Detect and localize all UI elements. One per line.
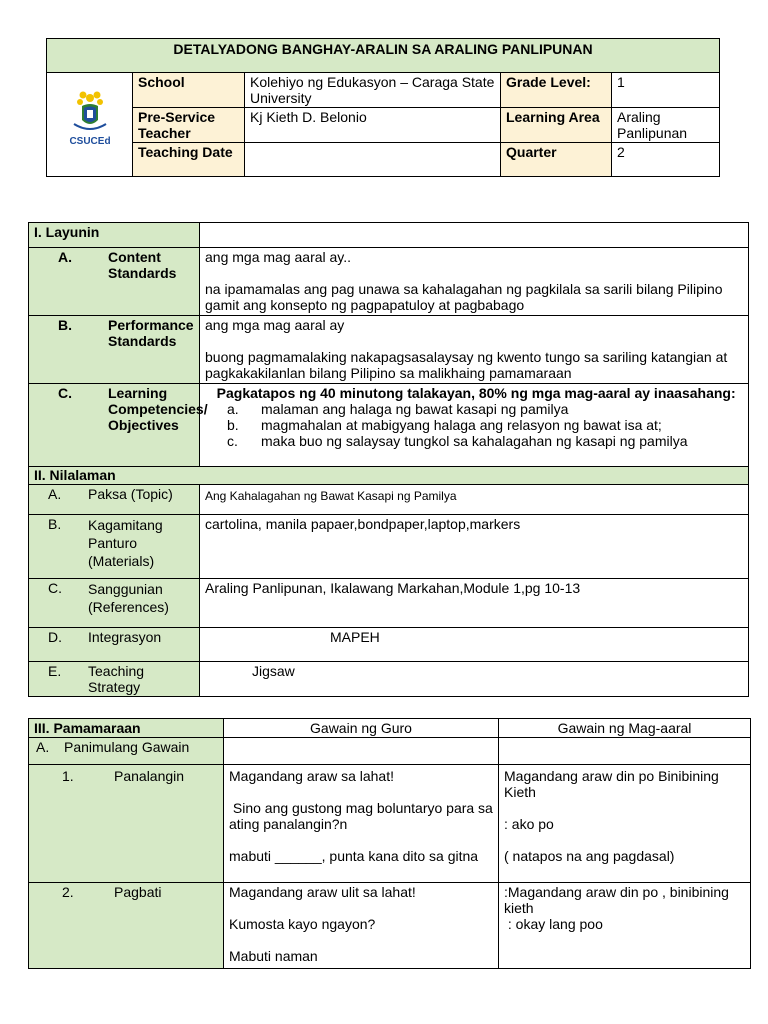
integration-value: MAPEH <box>200 628 749 662</box>
objectives-content-table <box>28 222 749 697</box>
school-label: School <box>133 73 245 108</box>
procedure-table <box>28 718 751 969</box>
competencies-value: Pagkatapos ng 40 minutong talakayan, 80% ng mga mag-aaral ay inaasahang: a. malaman ang halaga ng bawat kasapi ng pamilya b. magmahalan at mabigyang halaga ang relasyon ng bawat isa at; c. maka buo ng salaysay tungkol sa kahalagahan ng kasapi ng pamilya <box>200 384 749 467</box>
content-standards-value: ang mga mag aaral ay.. na ipamamalas ang pag unawa sa kahalagahan ng pagkilala sa sarili bilang Pilipino gamit ang konsepto ng pagpapatuloy at pagbabago <box>200 248 749 316</box>
grade-label: Grade Level: <box>501 73 612 108</box>
references-label: C. Sanggunian (References) <box>29 579 200 628</box>
layunin-title: I. Layunin <box>29 223 200 248</box>
strategy-label: E. Teaching Strategy <box>29 662 200 697</box>
strategy-value: Jigsaw <box>200 662 749 697</box>
student-column-header: Gawain ng Mag-aaral <box>499 719 751 738</box>
prayer-label: 1. Panalangin <box>29 765 224 883</box>
competencies-label: C. Learning Competencies/ Objectives <box>29 384 200 467</box>
date-label: Teaching Date <box>133 143 245 177</box>
performance-standards-label: B. Performance Standards <box>29 316 200 384</box>
greeting-label: 2. Pagbati <box>29 883 224 969</box>
school-value: Kolehiyo ng Edukasyon – Caraga State University <box>245 73 501 108</box>
list-item: a. malaman ang halaga ng bawat kasapi ng pamilya <box>227 401 569 417</box>
quarter-value: 2 <box>612 143 720 177</box>
logo-cell <box>47 73 133 177</box>
teacher-label: Pre-Service Teacher <box>133 108 245 143</box>
materials-label: B. Kagamitang Panturo (Materials) <box>29 515 200 579</box>
list-item: b. magmahalan at mabigyang halaga ang relasyon ng bawat isa at; <box>227 417 662 433</box>
references-value: Araling Panlipunan, Ikalawang Markahan,Module 1,pg 10-13 <box>200 579 749 628</box>
integration-label: D. Integrasyon <box>29 628 200 662</box>
date-value <box>245 143 501 177</box>
header-table <box>46 38 720 177</box>
teacher-column-header: Gawain ng Guro <box>224 719 499 738</box>
pamamaraan-title: III. Pamamaraan <box>29 719 224 738</box>
teacher-value: Kj Kieth D. Belonio <box>245 108 501 143</box>
area-label: Learning Area <box>501 108 612 143</box>
quarter-label: Quarter <box>501 143 612 177</box>
grade-value: 1 <box>612 73 720 108</box>
greeting-teacher: Magandang araw ulit sa lahat! Kumosta kayo ngayon? Mabuti naman <box>224 883 499 969</box>
materials-value: cartolina, manila papaer,bondpaper,laptop,markers <box>200 515 749 579</box>
prayer-student: Magandang araw din po Binibining Kieth : ako po ( natapos na ang pagdasal) <box>499 765 751 883</box>
topic-value: Ang Kahalagahan ng Bawat Kasapi ng Pamilya <box>200 485 749 515</box>
header-title: DETALYADONG BANGHAY-ARALIN SA ARALING PANLIPUNAN <box>47 39 720 73</box>
area-value: Araling Panlipunan <box>612 108 720 143</box>
prayer-teacher: Magandang araw sa lahat! Sino ang gustong mag boluntaryo para sa ating panalangin?n mabuti ______, punta kana dito sa gitna <box>224 765 499 883</box>
greeting-student: :Magandang araw din po , binibining kieth : okay lang poo <box>499 883 751 969</box>
objectives-list <box>205 401 743 449</box>
list-item: c. maka buo ng salaysay tungkol sa kahalagahan ng kasapi ng pamilya <box>227 433 688 449</box>
nilalaman-title: II. Nilalaman <box>29 467 749 485</box>
svg-text:CSUCEd: CSUCEd <box>68 136 111 147</box>
content-standards-label: A. Content Standards <box>29 248 200 316</box>
csu-ced-logo <box>60 88 120 158</box>
topic-label: A. Paksa (Topic) <box>29 485 200 515</box>
performance-standards-value: ang mga mag aaral ay buong pagmamalaking nakapagsasalaysay ng kwento tungo sa sariling katangian at pagkakakilanlan bilang Pilipino sa malikhaing pamamaraan <box>200 316 749 384</box>
intro-activity-label: A. Panimulang Gawain <box>29 738 224 765</box>
